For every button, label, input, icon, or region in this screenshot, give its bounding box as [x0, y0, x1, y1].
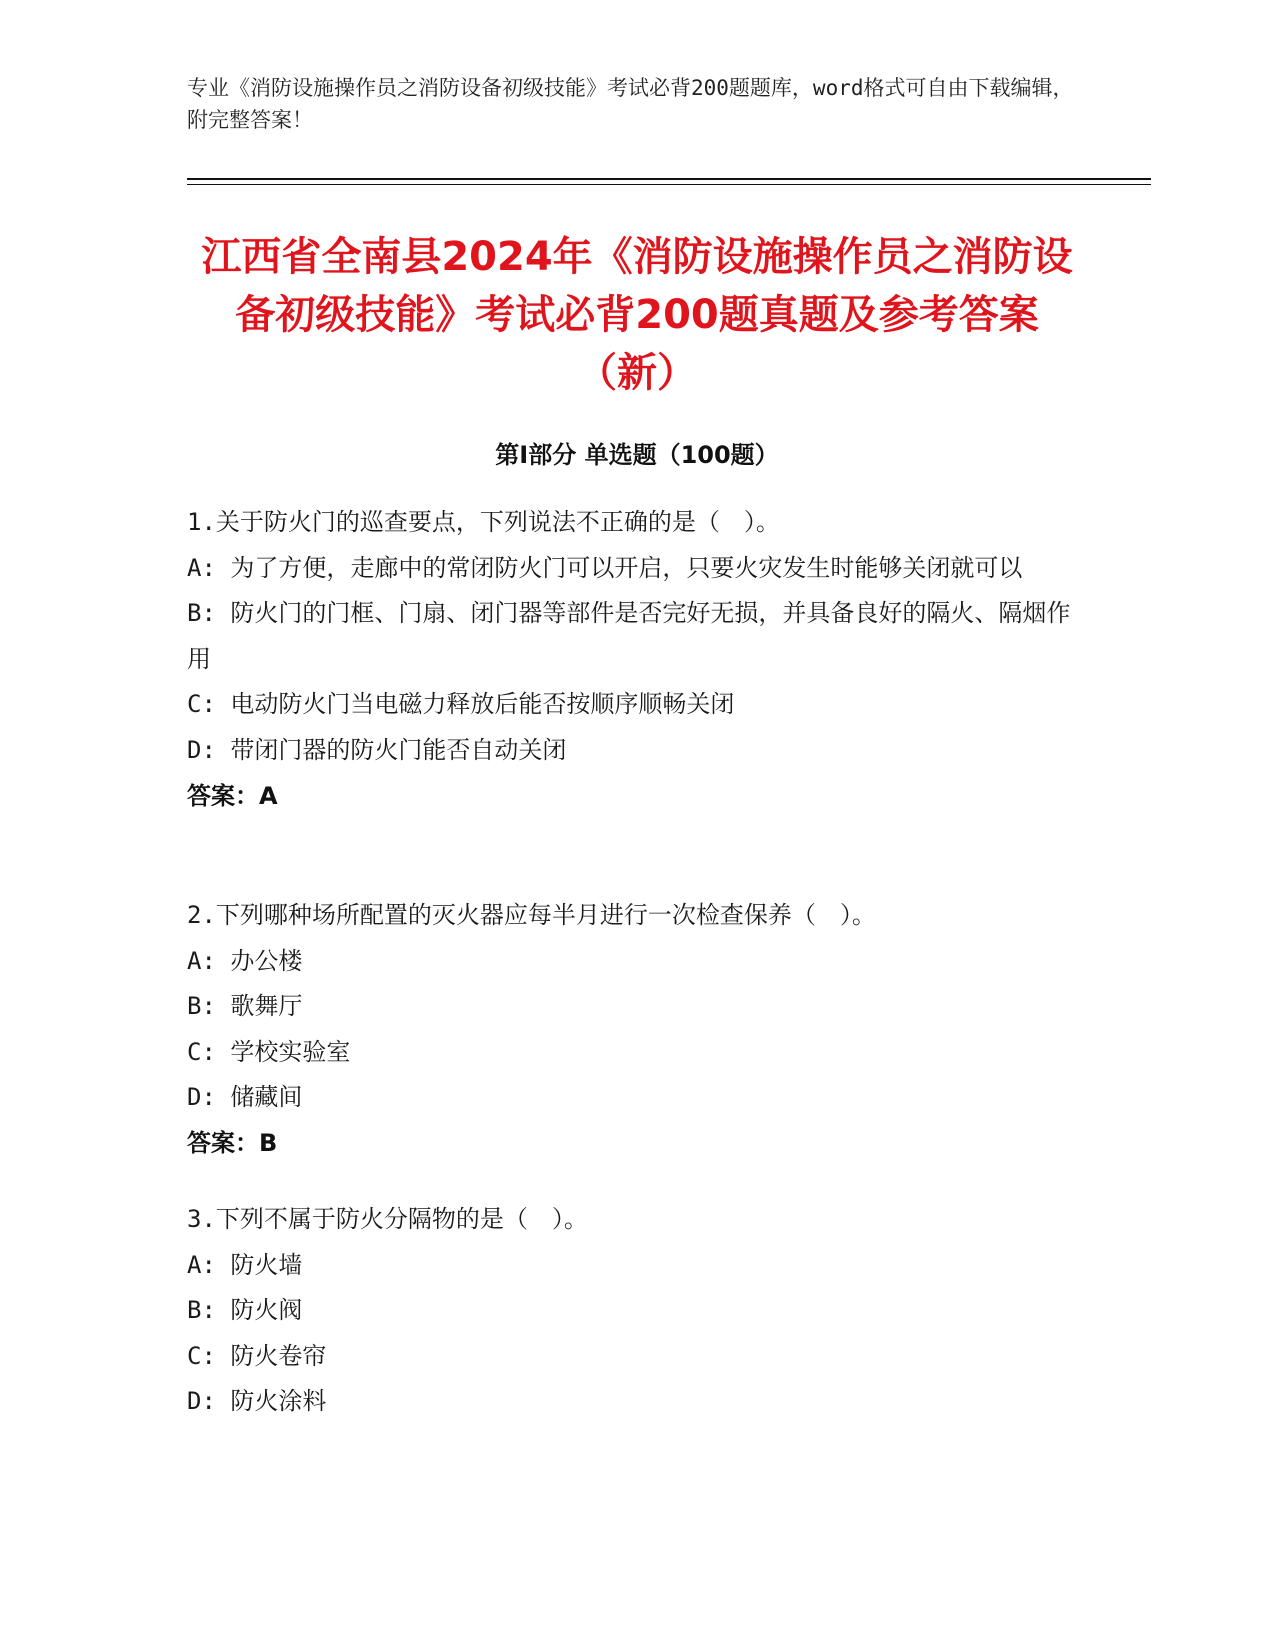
option-d: D: 防火涂料 [187, 1387, 327, 1416]
option-a: A: 防火墙 [187, 1250, 303, 1279]
header-divider [187, 178, 1151, 180]
answer-line: 答案：A [187, 781, 278, 810]
question-stem: 3.下列不属于防火分隔物的是（ ）。 [187, 1205, 588, 1233]
option-b: B: 防火阀 [187, 1296, 303, 1325]
question-stem: 1.关于防火门的巡查要点，下列说法不正确的是（ ）。 [187, 508, 780, 536]
option-a: A: 为了方便，走廊中的常闭防火门可以开启，只要火灾发生时能够关闭就可以 [187, 553, 1023, 582]
header-note: 专业《消防设施操作员之消防设备初级技能》考试必背200题题库，word格式可自由下载编辑，附完整答案！ [187, 76, 1074, 132]
option-b: B: 防火门的门框、门扇、闭门器等部件是否完好无损，并具备良好的隔火、隔烟作用 [187, 599, 1071, 673]
option-d: D: 带闭门器的防火门能否自动关闭 [187, 735, 567, 764]
answer-line: 答案：B [187, 1128, 278, 1157]
question-stem: 2.下列哪种场所配置的灭火器应每半月进行一次检查保养（ ）。 [187, 901, 876, 929]
question-2 [187, 893, 1087, 1167]
question-3 [187, 1197, 1087, 1425]
header-divider-thin [187, 184, 1151, 185]
option-d: D: 储藏间 [187, 1083, 303, 1112]
document-title: 江西省全南县2024年《消防设施操作员之消防设备初级技能》考试必背200题真题及参考答案（新） [201, 234, 1073, 396]
option-c: C: 电动防火门当电磁力释放后能否按顺序顺畅关闭 [187, 690, 735, 719]
option-c: C: 学校实验室 [187, 1037, 351, 1066]
section-heading: 第I部分 单选题（100题） [495, 441, 779, 469]
option-c: C: 防火卷帘 [187, 1341, 327, 1370]
option-b: B: 歌舞厅 [187, 992, 303, 1021]
option-a: A: 办公楼 [187, 946, 303, 975]
question-1 [187, 500, 1087, 819]
